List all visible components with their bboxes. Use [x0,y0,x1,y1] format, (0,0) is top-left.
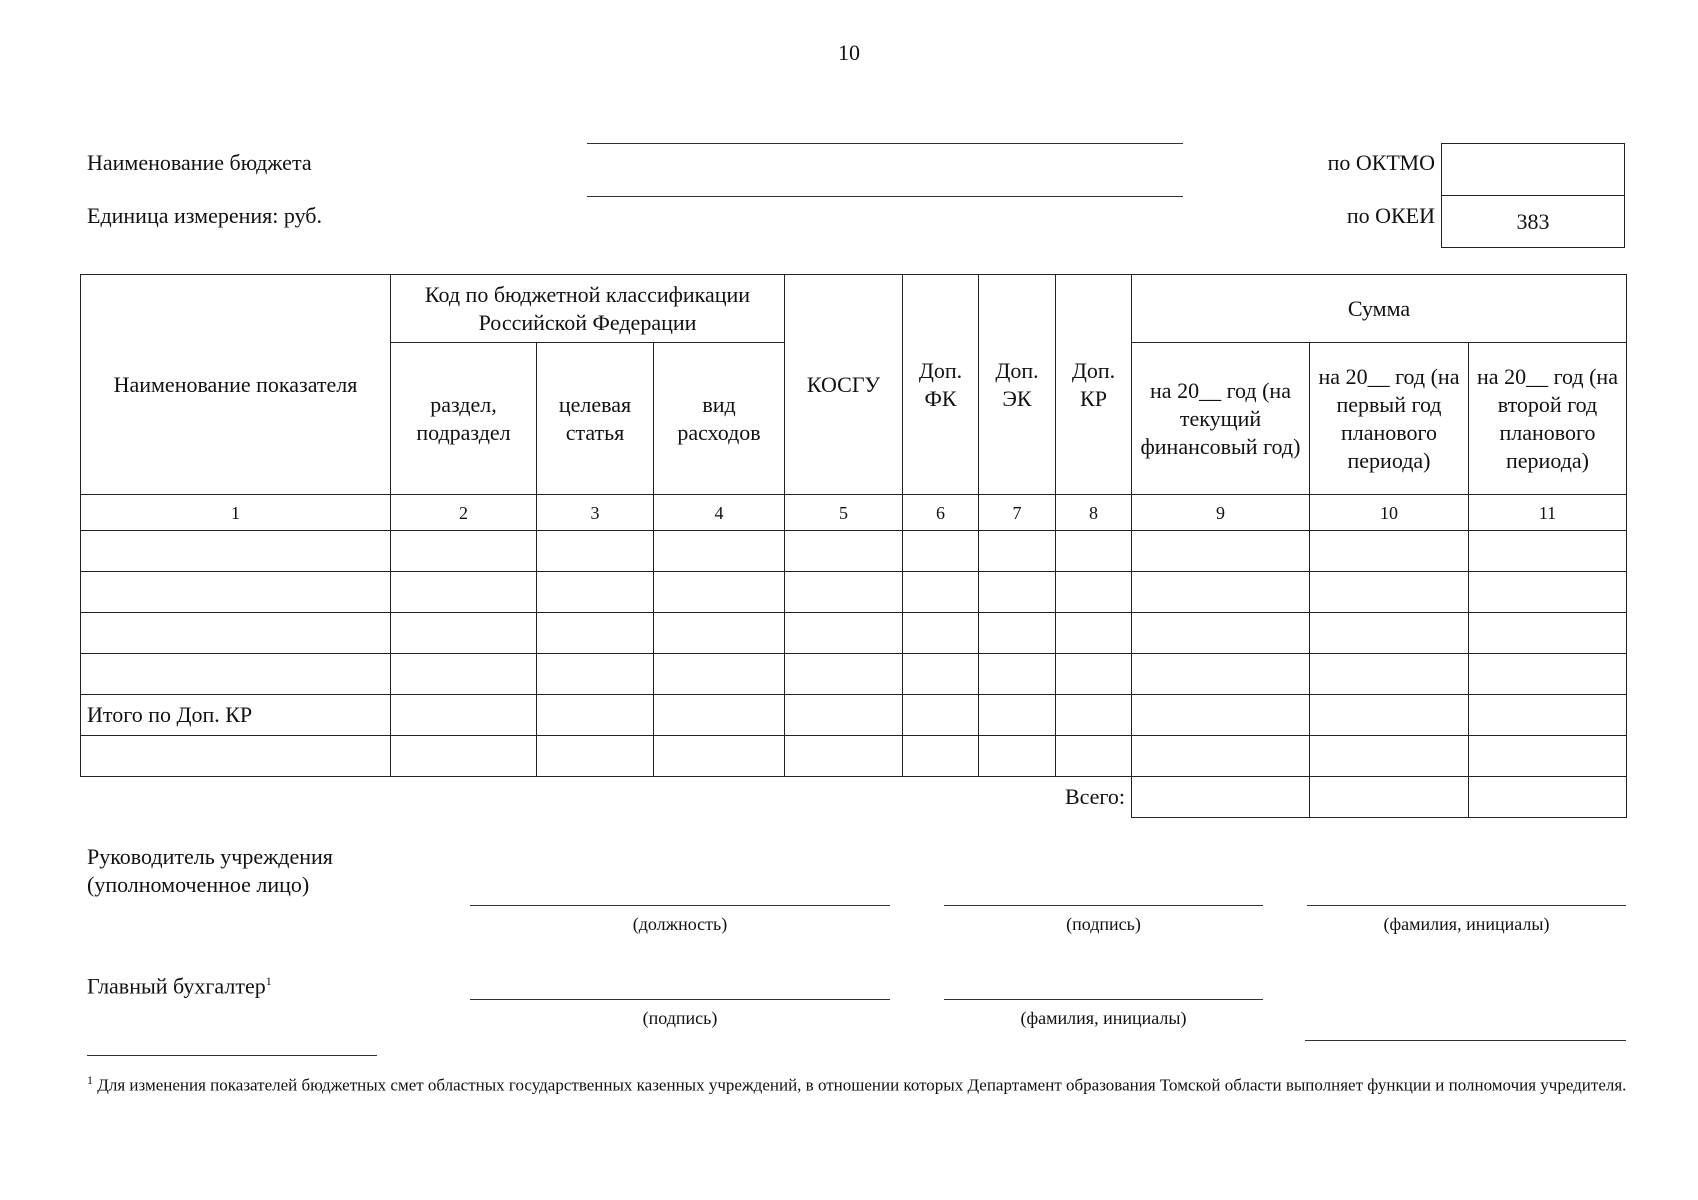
page-number: 10 [838,40,860,65]
caption-signature-2: (подпись) [642,1008,718,1028]
table-cell[interactable] [785,613,903,654]
caption-position: (должность) [632,914,728,934]
table-cell[interactable] [785,572,903,613]
table-row [81,654,1627,695]
table-cell[interactable] [1132,654,1310,695]
table-cell[interactable] [1056,572,1132,613]
table-cell[interactable] [903,572,979,613]
table-cell[interactable] [903,613,979,654]
col-header-expense-type: вид расходов [654,343,785,495]
col-header-code-group: Код по бюджетной классификации Российской Федерации [391,275,785,343]
caption-name-2: (фамилия, инициалы) [1020,1008,1187,1028]
signature-line[interactable] [944,905,1263,906]
table-cell[interactable] [654,736,785,777]
total-cell[interactable] [1469,777,1627,818]
table-cell[interactable] [391,654,537,695]
table-cell[interactable] [979,572,1056,613]
table-cell[interactable] [1132,695,1310,736]
subtotal-row [81,695,1627,736]
table-cell[interactable] [1310,736,1469,777]
column-number: 11 [1469,495,1627,531]
col-header-year-current: на 20__ год (на текущий финансовый год) [1132,343,1310,495]
table-cell[interactable] [654,572,785,613]
column-number: 2 [391,495,537,531]
column-number: 10 [1310,495,1469,531]
table-cell[interactable] [903,695,979,736]
footnote-mark: 1 [87,1073,93,1087]
table-cell[interactable] [537,736,654,777]
table-cell[interactable] [1056,695,1132,736]
col-header-dop-fk: Доп. ФК [903,275,979,495]
table-cell[interactable] [537,572,654,613]
oktmo-label: по ОКТМО [1327,150,1435,175]
table-cell[interactable] [81,736,391,777]
table-cell[interactable] [391,736,537,777]
budget-table [80,274,1627,818]
table-cell[interactable] [1132,736,1310,777]
column-number: 6 [903,495,979,531]
table-row [81,572,1627,613]
unit-line [587,196,1183,197]
table-cell[interactable] [979,695,1056,736]
col-header-year-second: на 20__ год (на второй год планового периода) [1469,343,1627,495]
budget-name-label: Наименование бюджета [87,150,312,175]
footnote-reference: 1 [265,974,272,988]
table-cell[interactable] [785,736,903,777]
table-cell[interactable] [537,654,654,695]
table-cell[interactable] [1469,695,1627,736]
table-cell[interactable] [1469,572,1627,613]
table-cell[interactable] [1469,654,1627,695]
col-header-kosgu: КОСГУ [785,275,903,495]
head-label-line1: Руководитель учреждения [87,844,333,869]
table-cell[interactable] [785,654,903,695]
table-cell[interactable] [1310,572,1469,613]
table-cell[interactable] [391,613,537,654]
head-label-line2: (уполномоченное лицо) [87,872,310,897]
table-cell[interactable] [903,736,979,777]
table-row [81,613,1627,654]
table-cell[interactable] [654,695,785,736]
column-number: 5 [785,495,903,531]
subtotal-label: Итого по Доп. КР [81,695,391,736]
table-cell[interactable] [785,531,903,572]
table-cell[interactable] [537,613,654,654]
table-cell[interactable] [1310,695,1469,736]
footnote [87,1068,1627,1098]
table-cell[interactable] [1056,531,1132,572]
total-label: Всего: [1064,784,1125,810]
budget-name-line [587,143,1183,144]
accountant-name-line[interactable] [944,999,1263,1000]
footnote-text: Для изменения показателей бюджетных смет областных государственных казенных учреждений, в отношении которых Департамент образования Томской области выполняет функции и полномочия учредителя. [97,1075,1627,1095]
table-cell[interactable] [785,695,903,736]
column-number: 3 [537,495,654,531]
table-cell[interactable] [654,613,785,654]
table-cell[interactable] [81,654,391,695]
table-cell[interactable] [1310,613,1469,654]
table-cell[interactable] [81,531,391,572]
total-cell[interactable] [1132,777,1310,818]
table-cell[interactable] [391,531,537,572]
name-line[interactable] [1307,905,1626,906]
table-cell[interactable] [537,531,654,572]
accountant-signature-line[interactable] [470,999,890,1000]
table-cell[interactable] [979,654,1056,695]
caption-signature: (подпись) [1066,914,1141,934]
head-label [87,843,333,899]
total-row [81,777,1627,818]
col-header-section: раздел, подраздел [391,343,537,495]
unit-label: Единица измерения: руб. [87,203,322,228]
table-cell[interactable] [1056,736,1132,777]
accountant-label-text: Главный бухгалтер [87,973,266,999]
col-header-dop-kr: Доп. КР [1056,275,1132,495]
table-cell[interactable] [1132,572,1310,613]
column-number: 1 [81,495,391,531]
table-cell[interactable] [903,531,979,572]
table-cell[interactable] [1132,531,1310,572]
table-cell[interactable] [979,613,1056,654]
col-header-name: Наименование показателя [81,275,391,495]
table-cell[interactable] [391,572,537,613]
col-header-dop-ek: Доп. ЭК [979,275,1056,495]
column-number: 8 [1056,495,1132,531]
table-cell[interactable] [1469,613,1627,654]
footnote-separator [87,1055,377,1056]
column-number: 7 [979,495,1056,531]
table-cell[interactable] [81,613,391,654]
col-header-sum-group: Сумма [1132,275,1627,343]
accountant-label [87,967,272,1000]
table-row [81,531,1627,572]
table-cell[interactable] [654,654,785,695]
table-cell[interactable] [979,736,1056,777]
col-header-target: целевая статья [537,343,654,495]
okei-label: по ОКЕИ [1346,203,1435,228]
column-number: 9 [1132,495,1310,531]
table-cell[interactable] [1132,613,1310,654]
caption-name: (фамилия, инициалы) [1383,914,1550,934]
extra-line [1305,1040,1626,1041]
table-cell[interactable] [537,695,654,736]
table-cell[interactable] [1056,654,1132,695]
table-row [81,736,1627,777]
table-cell[interactable] [654,531,785,572]
table-cell[interactable] [1469,531,1627,572]
table-cell[interactable] [1056,613,1132,654]
table-cell[interactable] [1469,736,1627,777]
total-cell[interactable] [1310,777,1469,818]
col-header-year-first: на 20__ год (на первый год планового периода) [1310,343,1469,495]
table-cell[interactable] [1310,654,1469,695]
table-cell[interactable] [979,531,1056,572]
table-cell[interactable] [903,654,979,695]
table-cell[interactable] [391,695,537,736]
oktmo-field[interactable] [1441,143,1625,196]
table-cell[interactable] [81,572,391,613]
okei-field[interactable]: 383 [1441,195,1625,248]
position-line[interactable] [470,905,890,906]
table-cell[interactable] [1310,531,1469,572]
column-number: 4 [654,495,785,531]
